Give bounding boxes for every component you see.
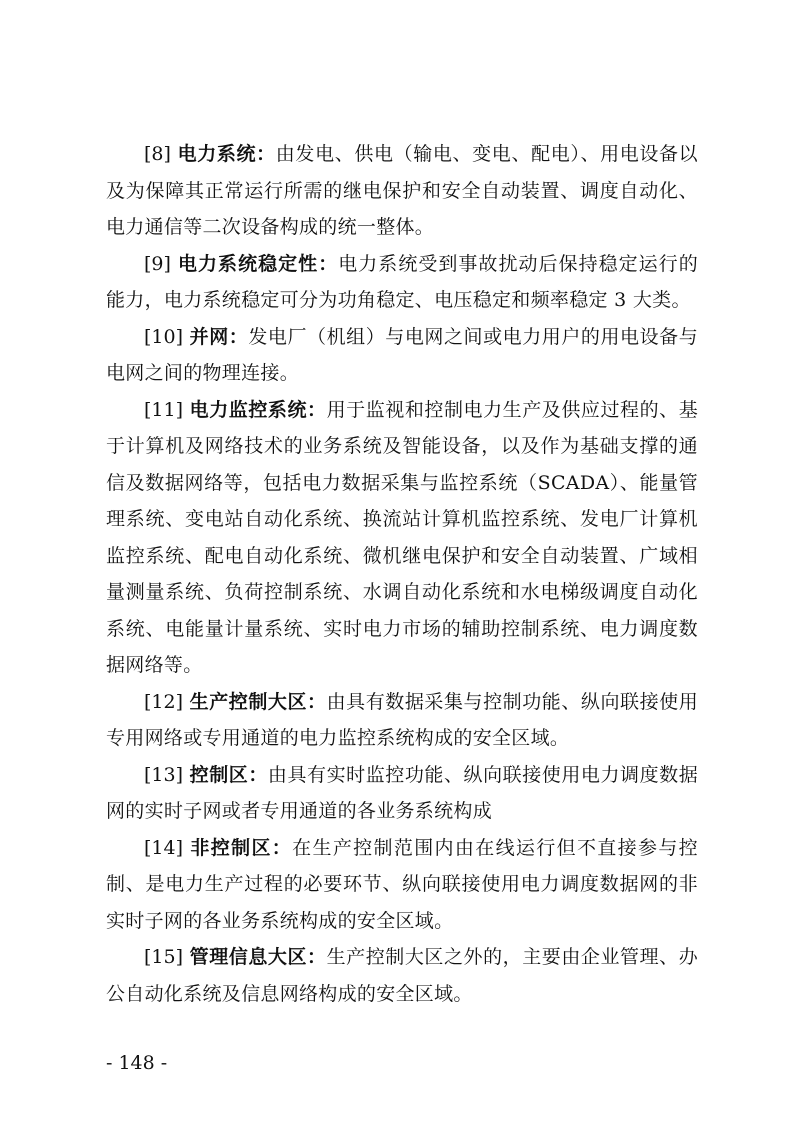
reference-number: [10] bbox=[144, 325, 184, 348]
reference-number: [8] bbox=[144, 143, 171, 165]
page-number: - 148 - bbox=[106, 1052, 168, 1074]
defined-term: 非控制区： bbox=[190, 836, 293, 859]
defined-term: 并网： bbox=[189, 325, 249, 348]
defined-term: 管理信息大区： bbox=[189, 946, 327, 968]
definition-text: 生产控制大区之外的，主要由企业管理、办公自动化系统及信息网络构成的安全区域。 bbox=[106, 946, 699, 1005]
defined-term: 生产控制大区： bbox=[189, 690, 327, 713]
definition-entry-11 bbox=[106, 392, 698, 684]
reference-number: [14] bbox=[144, 836, 184, 859]
reference-number: [12] bbox=[144, 690, 184, 713]
definition-entry-13 bbox=[106, 757, 698, 830]
reference-number: [13] bbox=[144, 763, 184, 786]
defined-term: 电力系统稳定性： bbox=[178, 252, 339, 275]
definition-entry-14 bbox=[106, 830, 698, 940]
definition-text: 在生产控制范围内由在线运行但不直接参与控制、是电力生产过程的必要环节、纵向联接使用电力调度数据网的非实时子网的各业务系统构成的安全区域。 bbox=[106, 836, 698, 932]
definition-entry-15 bbox=[106, 939, 698, 1012]
reference-number: [11] bbox=[144, 398, 184, 421]
definition-text: 由发电、供电（输电、变电、配电）、用电设备以及为保障其正常运行所需的继电保护和安全自动装置、调度自动化、电力通信等二次设备构成的统一整体。 bbox=[106, 143, 698, 238]
definition-text: 由具有数据采集与控制功能、纵向联接使用专用网络或专用通道的电力监控系统构成的安全区域。 bbox=[106, 690, 699, 749]
definition-entry-9 bbox=[106, 246, 698, 319]
definition-text: 电力系统受到事故扰动后保持稳定运行的能力，电力系统稳定可分为功角稳定、电压稳定和频率稳定 3 大类。 bbox=[106, 252, 699, 311]
defined-term: 控制区： bbox=[189, 763, 268, 786]
definition-entry-8 bbox=[106, 136, 698, 246]
definition-entry-12 bbox=[106, 684, 698, 757]
defined-term: 电力系统： bbox=[177, 143, 276, 165]
definition-text: 由具有实时监控功能、纵向联接使用电力调度数据网的实时子网或者专用通道的各业务系统构成 bbox=[106, 763, 699, 822]
definition-text: 发电厂（机组）与电网之间或电力用户的用电设备与电网之间的物理连接。 bbox=[106, 325, 699, 384]
definition-entry-10 bbox=[106, 319, 698, 392]
reference-number: [15] bbox=[144, 946, 184, 968]
definitions-list bbox=[106, 136, 698, 1012]
defined-term: 电力监控系统： bbox=[189, 398, 327, 421]
reference-number: [9] bbox=[144, 252, 171, 275]
definition-text: 用于监视和控制电力生产及供应过程的、基于计算机及网络技术的业务系统及智能设备，以及作为基础支撑的通信及数据网络等，包括电力数据采集与监控系统（SCADA）、能量管理系统、变电站自动化系统、换流站计算机监控系统、发电厂计算机监控系统、配电自动化系统、微机继电保护和安全自动装置、广域相量测量系统、负荷控制系统、水调自动化系统和水电梯级调度自动化系统、电能量计量系统、实时电力市场的辅助控制系统、电力调度数据网络等。 bbox=[106, 398, 699, 676]
